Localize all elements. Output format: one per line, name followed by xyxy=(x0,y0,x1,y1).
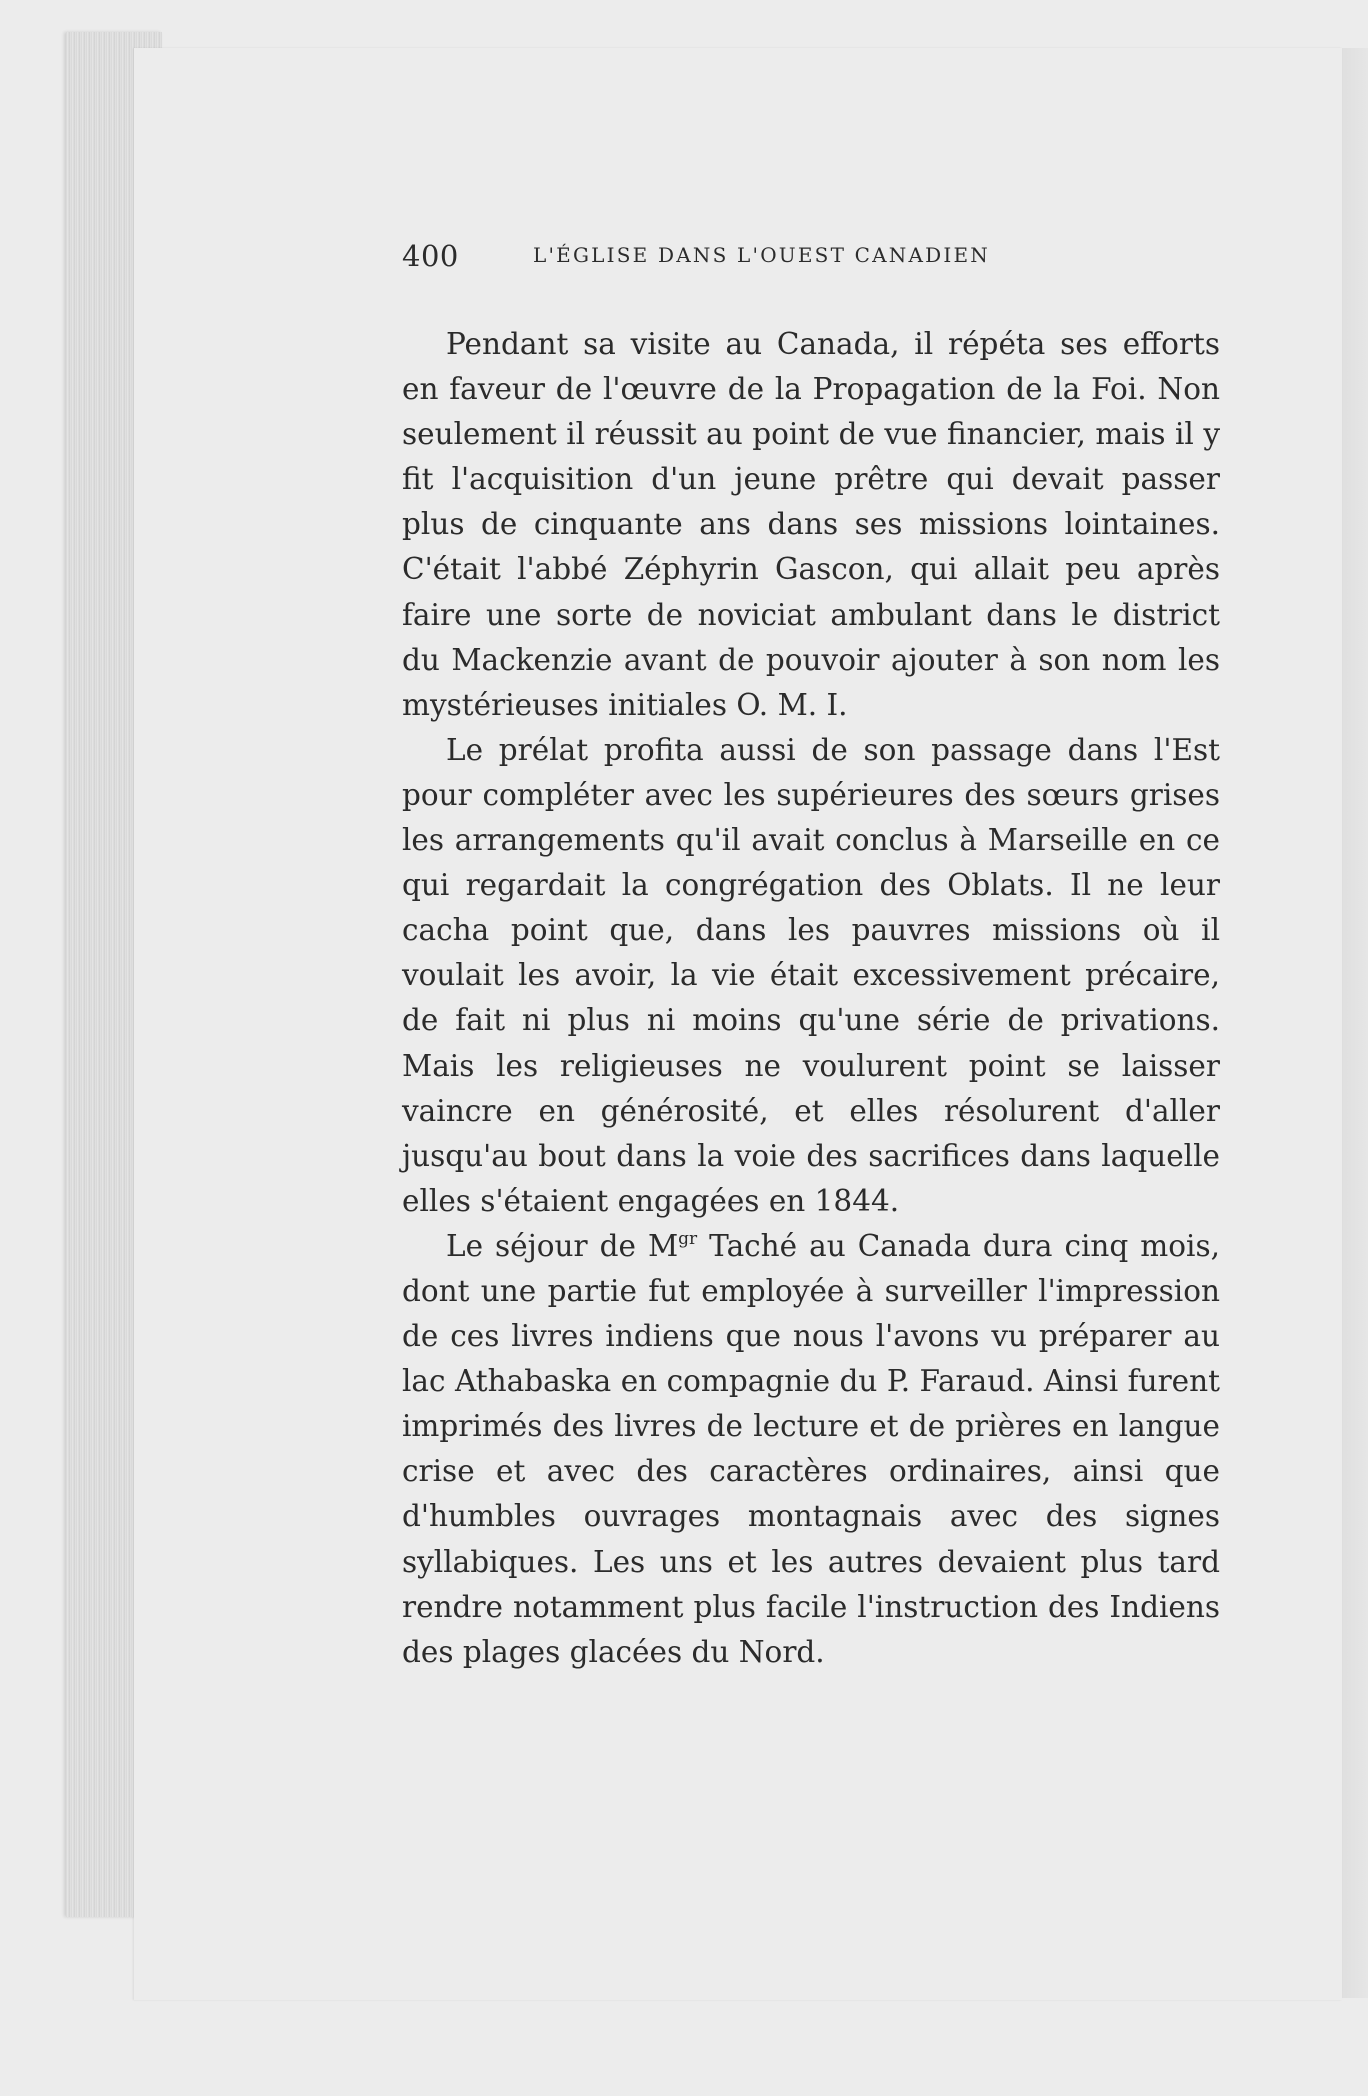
page-number: 400 xyxy=(402,239,459,273)
paragraph-3 xyxy=(402,1224,1220,1675)
paragraph-1: Pendant sa visite au Canada, il répéta ses efforts en faveur de l'œuvre de la Propagation de la Foi. Non seulement il réussit au point de vue financier, mais il y fit l'acquisition d'un jeune prêtre qui devait passer plus de cinquante ans dans ses missions lointaines. C'était l'abbé Zéphyrin Gascon, qui allait peu après faire une sorte de noviciat ambulant dans le district du Mackenzie avant de pouvoir ajouter à son nom les mystérieuses initiales O. M. I. xyxy=(402,327,1220,722)
paragraph-3-start: Le séjour de M xyxy=(446,1228,679,1263)
running-title: L'ÉGLISE DANS L'OUEST CANADIEN xyxy=(533,243,990,267)
paragraph-3-rest: Taché au Canada dura cinq mois, dont une partie fut employée à surveiller l'impression de ces livres indiens que nous l'avons vu préparer au lac Athabaska en compagnie du P. Faraud. Ainsi furent imprimés des livres de lecture et de prières en langue crise et avec des caractères ordinaires, ainsi que d'humbles ouvrages montagnais avec des signes syllabiques. Les uns et les autres devaient plus tard rendre notamment plus facile l'instruction des Indiens des plages glacées du Nord. xyxy=(402,1228,1220,1669)
page-header xyxy=(402,239,1222,283)
body-text xyxy=(402,322,1220,1675)
paragraph-2: Le prélat profita aussi de son passage dans l'Est pour compléter avec les supérieures des sœurs grises les arrangements qu'il avait conclus à Marseille en ce qui regardait la congrégation des Oblats. Il ne leur cacha point que, dans les pauvres missions où il voulait les avoir, la vie était excessivement précaire, de fait ni plus ni moins qu'une série de privations. Mais les religieuses ne voulurent point se laisser vaincre en générosité, et elles résolurent d'aller jusqu'au bout dans la voie des sacrifices dans laquelle elles s'étaient engagées en 1844. xyxy=(402,732,1220,1218)
superscript-gr: gr xyxy=(678,1228,698,1249)
